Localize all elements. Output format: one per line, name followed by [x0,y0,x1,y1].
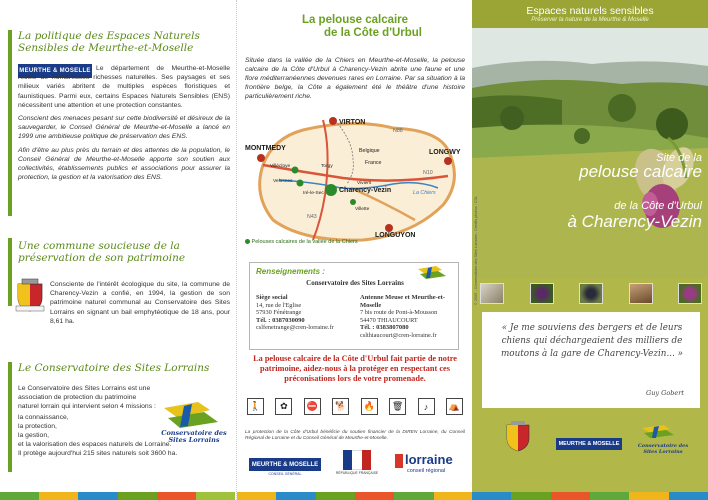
species-thumbnails [480,283,702,304]
ens-policy-title: La politique des Espaces Naturels Sensibles de Meurthe-et-Moselle [18,30,200,54]
contacts-branch [360,294,458,340]
map-label-charency: Charency-Vezin [339,187,392,194]
csl-count: Il protège aujourd'hui 215 sites naturels soit 3600 ha. [18,450,178,458]
site-heading-line1: La pelouse calcaire [301,14,409,26]
panel-left [0,0,235,500]
ens-brand-title: Espaces naturels sensibles [526,5,654,17]
ens-para-3: Afin d'être au plus près du terrain et des attentes de la population, le Conseil Général de Meurthe-et-Moselle apporte son soutien aux collectivités, établissements publics et associations pour assurer la protection, la gestion et la valorisation des ENS. [18,146,230,182]
hq-email[interactable]: cslfenetrange@cren-lorraine.fr [256,324,334,332]
map-label-longuyon: LONGUYON [375,232,416,239]
partner-lorraine-sub: conseil régional [407,468,446,474]
no-camping-icon: ⛺ [446,398,463,415]
cover-title-line2: pelouse calcaire [579,162,702,181]
map-legend [245,239,358,245]
french-flag-icon [343,450,371,470]
map-road-n10: N10 [423,170,433,176]
pasqueflower-thumb-icon [530,283,554,304]
section-rule [8,362,12,472]
lorraine-mark-icon [395,454,403,468]
section-rule [8,238,12,306]
color-stripe [472,492,708,500]
section-rule [8,30,12,216]
protection-appeal: La pelouse calcaire de la Côte d'Urbul fait partie de notre patrimoine, aidez-nous à la protéger en respectant ces préconisations lors de votre promenade. [253,354,457,383]
stay-on-path-icon: 🚶 [247,398,264,415]
branch-title: Antenne Meuse et Meurthe-et-Moselle [360,294,446,309]
no-vehicles-icon: ⛔ [304,398,321,415]
cover-title-line3: de la Côte d'Urbul [614,200,702,212]
hq-line: 14, rue de l'Eglise [256,301,302,309]
commune-title: Une commune soucieuse de la préservation de son patrimoine [18,240,186,264]
map-road-n88: N88 [393,128,403,134]
map-label-virton: VIRTON [339,119,366,126]
branch-line: 7 bis route de Pont-à-Mousson [360,309,438,317]
contacts-hq [256,294,352,332]
map-label-belgique: Belgique [359,148,380,154]
cover-title-line1: Site de la [656,152,702,164]
charency-crest-icon [14,278,46,312]
cover-logos [480,418,702,478]
vertical-credit: © 2009 - Conservatoire des Sites Lorrains - Crédits photos : CSL [474,195,478,305]
map-label-longwy: LONGWY [429,149,461,156]
map-label-velosnes: Velosnes [273,179,293,184]
color-stripe [0,492,235,500]
map-label-france: France [365,160,382,166]
map-label-torgy: Torgy [321,164,333,169]
partner-lorraine-logo: lorraine [405,452,453,467]
csl-intro: Le Conservatoire des Sites Lorrains est une association de protection du patrimoine naturel lorrain qui intervient selon 4 missions : [18,385,156,411]
butterfly-thumb-icon [579,283,603,304]
ens-policy-text [18,64,230,186]
rules-pictograms [247,398,463,415]
legend-dot-icon [245,239,250,244]
no-litter-icon: 🗑 [389,398,406,415]
site-heading [237,14,473,40]
color-stripe [237,492,473,500]
map-label-ire: Iré-le-Sec [303,191,324,196]
contacts-org: Conservatoire des Sites Lorrains [306,279,404,287]
meurthe-moselle-logo: MEURTHE & MOSELLE [18,64,92,78]
partner-mm-sub: CONSEIL GÉNÉRAL [268,472,302,476]
cover-top-bar [472,0,708,28]
ens-para-1: Le département de Meurthe-et-Moselle recèle de nombreuses richesses naturelles. Ses paysages et ses milieux variés abritent de multiples espèces floristiques et faunistiques. Parmi eux, certains Espaces Naturels Sensibles (ENS) nécessitent une attention et une protection constantes. [18,65,230,109]
map-label-villette: Villette [355,207,370,212]
map-label-chiers: La Chiers [413,190,436,196]
testimony-quote [482,312,700,408]
cover-csl-logo-icon [640,424,680,444]
partner-mm-logo: MEURTHE & MOSELLE [249,458,321,471]
commune-crest-icon [504,420,532,452]
map-road-n43: N43 [307,214,317,220]
quiet-icon: ♪ [418,398,435,415]
panel-middle [236,0,472,500]
partner-rf-text: RÉPUBLIQUE FRANÇAISE [335,471,379,475]
no-picking-flowers-icon: ✿ [275,398,292,415]
map-legend-text: Pelouses calcaires de la vallée de la Chiers [251,239,358,245]
orchid-thumb-icon [678,283,702,304]
ens-para-2: Conscient des menaces pesant sur cette biodiversité et désireux de la sauvegarder, le Conseil Général de Meurthe-et-Moselle a lancé en 1999 une ambitieuse politique de préservation des ENS. [18,115,230,141]
map-label-villecloye: Villécloye [270,164,291,169]
no-fire-icon: 🔥 [361,398,378,415]
location-map [243,110,469,255]
protection-funding-text: La protection de la Côte d'Urbul bénéficie du soutien financier de la DIREN Lorraine, du Conseil Régional de Lorraine et du Conseil Général de Meurthe-et-Moselle. [245,430,465,441]
hq-title: Siège social [256,294,288,301]
cover-title-line4: à Charency-Vezin [567,212,702,231]
quote-author: Guy Gobert [646,389,684,397]
panel-cover [472,0,708,500]
ens-brand-sub: Préserver la nature de la Meurthe & Moselle [531,17,649,23]
branch-phone: Tél. : 0383807080 [360,324,409,332]
site-heading-line2: de la Côte d'Urbul [324,27,422,39]
site-intro: Située dans la vallée de la Chiers en Meurthe-et-Moselle, la pelouse calcaire de la Côte d'Urbul à Charency-Vezin abrite une faune et une flore méditerranéennes devenues rares en Lorraine. Par sa situation à la frontière belge, la Côte a également été le théâtre d'une histoire particulièrement riche. [245,57,465,100]
commune-text: Consciente de l'intérêt écologique du site, la commune de Charency-Vezin a confié, en 1994, la gestion de son patrimoine naturel communal au Conservatoire des Sites Lorrains en signant un bail emphytéotique de 18 ans, pour 8,61 ha. [50,281,230,325]
cover-mm-logo: MEURTHE & MOSELLE [556,438,622,450]
branch-email[interactable]: cslthiaucourt@cren-lorraine.fr [360,331,437,339]
csl-title: Le Conservatoire des Sites Lorrains [18,362,210,374]
hq-line: 57930 Fénétrange [256,309,302,317]
bird-thumb-icon [480,283,504,304]
mission-item: la gestion, [18,432,49,440]
hq-phone: Tél. : 0387030090 [256,316,305,324]
partner-logos [245,448,465,478]
contacts-box [249,262,459,350]
cover-csl-text: Conservatoire des Sites Lorrains [637,443,689,455]
branch-line: 54470 THIAUCOURT [360,316,418,324]
map-label-viviers: Viviers [357,181,372,186]
contacts-heading: Renseignements : [256,267,325,276]
mission-item: et la valorisation des espaces naturels de Lorraine. [18,441,172,449]
map-label-montmedy: MONTMEDY [245,145,286,152]
dog-leash-icon: 🐕 [332,398,349,415]
csl-logo-text: Conservatoire des Sites Lorrains [161,429,227,444]
csl-text [18,384,178,459]
mission-item: la connaissance, [18,413,69,421]
mission-item: la protection, [18,422,57,430]
quote-text: « Je me souviens des bergers et de leurs chiens qui déchargeaient des milliers de moutons à la gare de Charency-Vezin... » [500,323,684,359]
moth-thumb-icon [629,283,653,304]
